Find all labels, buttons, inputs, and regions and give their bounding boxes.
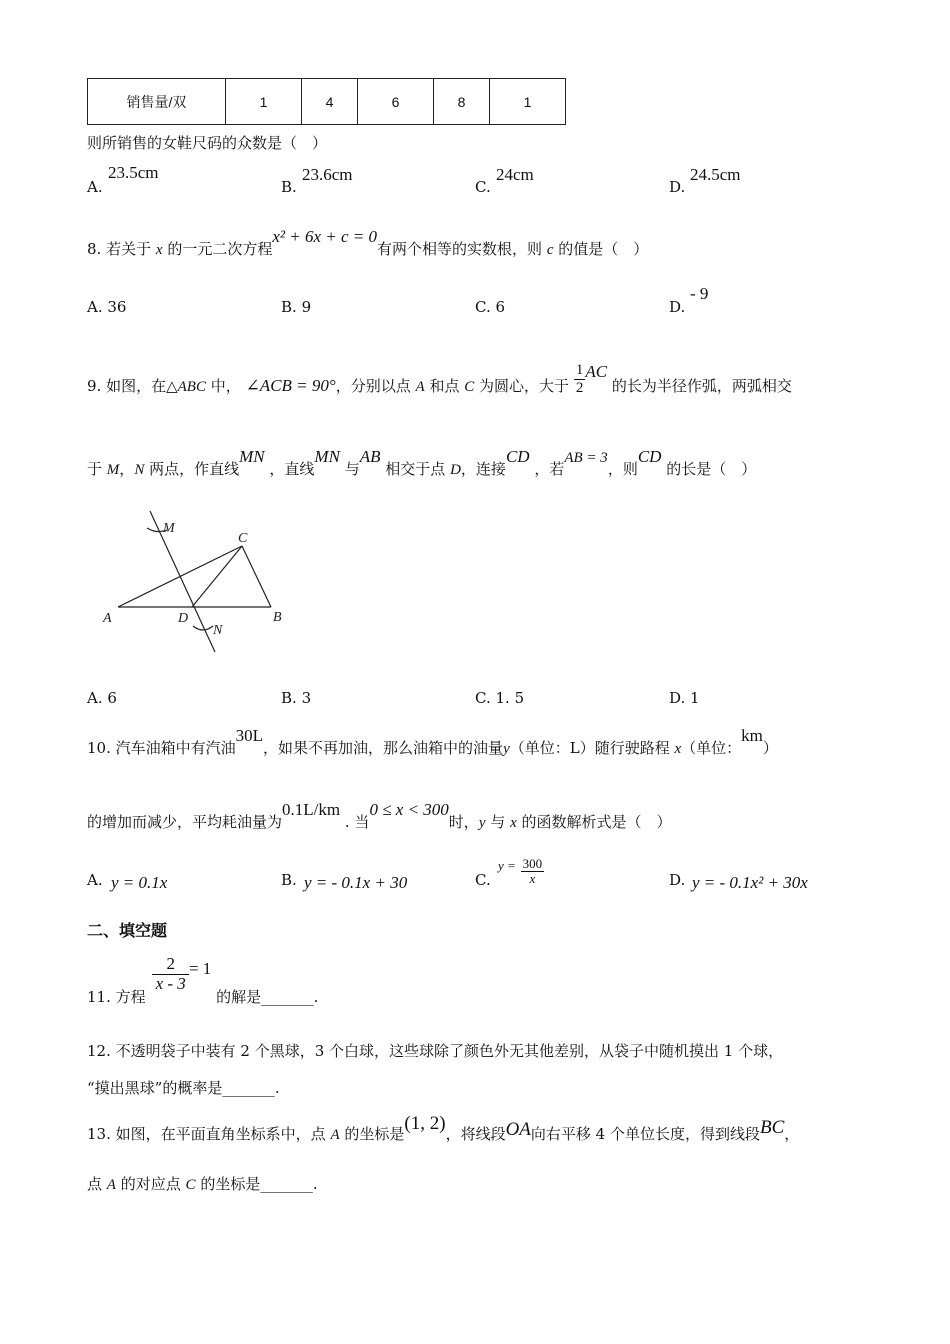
q13-line2: 点 A 的对应点 C 的坐标是_______. [87,1175,318,1193]
q10-option-d-label: D. [669,871,686,889]
q9-option-a: A. 6 [87,689,117,707]
section-title: 二、填空题 [87,921,168,940]
q10-option-c-label: C. [475,871,491,889]
q9-option-b: B. 3 [281,689,312,707]
q9-option-c: C. 1. 5 [475,689,525,707]
label-n: N [213,623,223,638]
q12-line2: “摸出黑球”的概率是_______. [87,1079,280,1097]
q9-line1: 9. 如图，在△ABC 中， ∠ACB = 90°，分别以点 A 和点 C 为圆心，大于 $\frac{1}{2}$ AC 的长为半径作弧，两弧相交 [87,362,792,396]
q9-option-d: D. 1 [669,689,700,707]
q7-option-a: 23.5cm [108,163,159,182]
table-header-cell: 销售量/双 [88,79,226,125]
q7-option-d-label: D. [669,178,686,196]
label-d: D [178,611,189,626]
q9-fraction: $\frac{1}{2}$ [575,362,584,396]
segment-cd [192,546,242,607]
table-cell: 1 [226,79,302,125]
label-b: B [273,610,282,625]
q9-figure [95,508,305,658]
q7-stem: 则所销售的女鞋尺码的众数是（ ） [87,134,328,152]
table-cell: 6 [358,79,434,125]
q10-option-c: y = $\frac{300}{x}$ [498,856,543,887]
q7-option-b-label: B. [281,178,297,196]
q7-option-b: 23.6cm [302,165,353,184]
q7-option-d: 24.5cm [690,165,741,184]
q8-option-d-label: D. [669,298,686,316]
q9-line2: 于 M，N 两点，作直线MN ，直线MN 与AB 相交于点 D，连接CD ，若AB = 3，则CD 的长是（ ） [87,447,757,478]
q8-option-d: - 9 [690,284,709,303]
q13-line1: 13. 如图，在平面直角坐标系中，点 A 的坐标是(1, 2)，将线段OA向右平移 4 个单位长度，得到线段BC， [87,1113,800,1143]
q7-option-c-label: C. [475,178,491,196]
label-m: M [163,521,175,536]
q10-option-a: y = 0.1x [111,873,168,892]
q8-option-a: A. 36 [87,298,127,316]
q8-equation: x² + 6x + c = 0 [272,227,378,246]
q12-line1: 12. 不透明袋子中装有 2 个黑球，3 个白球，这些球除了颜色外无其他差别，从袋子中随机摸出 1 个球， [87,1042,784,1060]
table-cell: 8 [434,79,490,125]
table-cell: 4 [302,79,358,125]
q8-option-b: B. 9 [281,298,312,316]
q7-option-a-label: A. [87,178,103,196]
q10-option-b: y = - 0.1x + 30 [304,873,408,892]
q10-option-b-label: B. [281,871,297,889]
q10-option-d: y = - 0.1x² + 30x [692,873,808,892]
q10-line1: 10. 汽车油箱中有汽油30L，如果不再加油，那么油箱中的油量y（单位：L）随行驶路程 x（单位：km） [87,726,778,757]
q10-option-a-label: A. [87,871,103,889]
q7-option-c: 24cm [496,165,534,184]
label-c: C [238,531,248,546]
sales-table [87,78,566,125]
table-cell: 1 [490,79,566,125]
label-a: A [103,611,112,626]
q8-option-c: C. 6 [475,298,506,316]
table-row [88,79,566,125]
q10-line2: 的增加而减少，平均耗油量为0.1L/km . 当0 ≤ x < 300时，y 与 x 的函数解析式是（ ） [87,800,672,831]
q11: 11. 方程 $\frac{2}{x - 3}$ = 1 的解是_______. [87,954,319,1007]
segment-bc [242,546,271,607]
q8-stem: 8. 若关于 x 的一元二次方程x² + 6x + c = 0有两个相等的实数根，则 c 的值是（ ） [87,227,649,258]
